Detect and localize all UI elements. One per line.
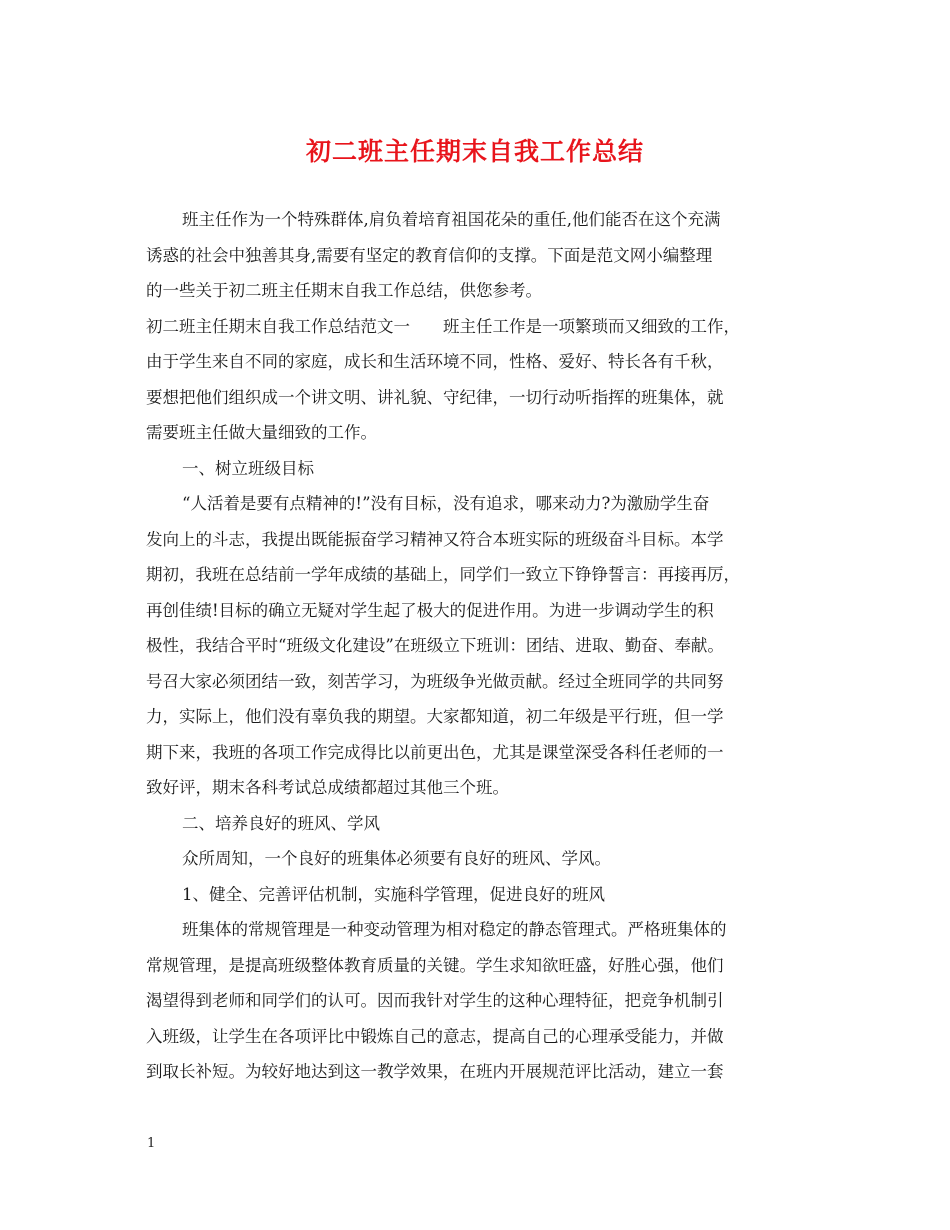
text-line: 初二班主任期末自我工作总结范文一 班主任工作是一项繁琐而又细致的工作， [146, 316, 740, 336]
text-line: 期初，我班在总结前一学年成绩的基础上，同学们一致立下铮铮誓言：再接再厉， [146, 565, 740, 584]
text-line: 期下来，我班的各项工作完成得比以前更出色，尤其是课堂深受各科任老师的一 [146, 742, 724, 762]
text-line: 一、树立班级目标 [182, 458, 314, 478]
text-line: 由于学生来自不同的家庭，成长和生活环境不同，性格、爱好、特长各有千秋， [146, 352, 724, 371]
text-line: “人活着是要有点精神的!”没有目标，没有追求，哪来动力?为激励学生奋 [182, 494, 710, 513]
page-number: 1 [147, 1136, 156, 1151]
text-line: 二、培养良好的班风、学风 [182, 813, 380, 833]
text-line: 需要班主任做大量细致的工作。 [146, 423, 377, 442]
text-line: 众所周知，一个良好的班集体必须要有良好的班风、学风。 [182, 849, 611, 868]
document-body [146, 202, 806, 1090]
text-line: 入班级，让学生在各项评比中锻炼自己的意志，提高自己的心理承受能力，并做 [146, 1026, 724, 1046]
text-line: 致好评，期末各科考试总成绩都超过其他三个班。 [146, 778, 509, 797]
text-line: 1、健全、完善评估机制，实施科学管理，促进良好的班风 [182, 884, 605, 904]
text-line: 到取长补短。为较好地达到这一教学效果，在班内开展规范评比活动，建立一套 [146, 1062, 724, 1081]
text-line: 班主任作为一个特殊群体,肩负着培育祖国花朵的重任,他们能否在这个充满 [182, 210, 721, 229]
text-line: 渴望得到老师和同学们的认可。因而我针对学生的这种心理特征，把竞争机制引 [146, 991, 724, 1010]
text-line: 极性，我结合平时“班级文化建设”在班级立下班训：团结、进取、勤奋、奉献。 [146, 636, 724, 655]
document-title: 初二班主任期末自我工作总结 [305, 137, 644, 166]
text-line: 力，实际上，他们没有辜负我的期望。大家都知道，初二年级是平行班，但一学 [146, 707, 724, 726]
text-line: 再创佳绩!目标的确立无疑对学生起了极大的促进作用。为进一步调动学生的积 [146, 600, 714, 620]
text-line: 的一些关于初二班主任期末自我工作总结，供您参考。 [146, 281, 542, 300]
text-line: 诱惑的社会中独善其身,需要有坚定的教育信仰的支撑。下面是范文网小编整理 [146, 245, 713, 265]
text-line: 要想把他们组织成一个讲文明、讲礼貌、守纪律，一切行动听指挥的班集体，就 [146, 387, 724, 407]
text-line: 号召大家必须团结一致，刻苦学习，为班级争光做贡献。经过全班同学的共同努 [146, 671, 724, 691]
text-line: 常规管理，是提高班级整体教育质量的关键。学生求知欲旺盛，好胜心强，他们 [146, 955, 724, 975]
text-line: 班集体的常规管理是一种变动管理为相对稳定的静态管理式。严格班集体的 [182, 920, 727, 939]
text-line: 发向上的斗志，我提出既能振奋学习精神又符合本班实际的班级奋斗目标。本学 [146, 529, 724, 549]
